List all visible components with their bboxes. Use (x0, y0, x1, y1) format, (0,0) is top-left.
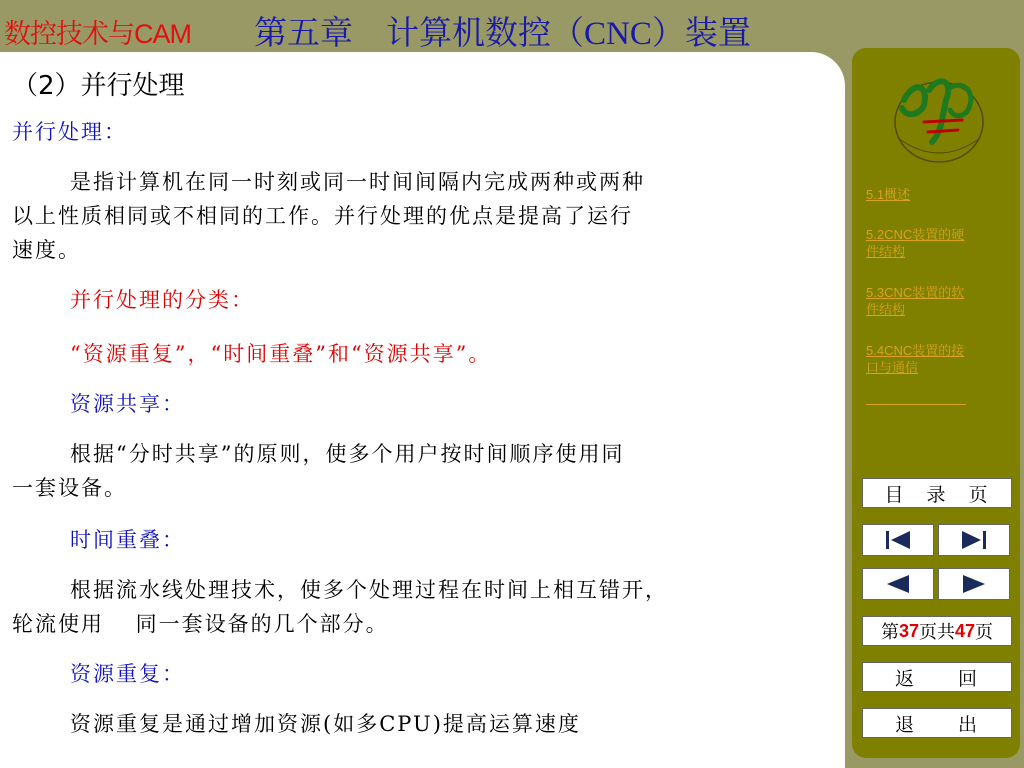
last-page-button[interactable] (938, 524, 1010, 556)
toc-page-button[interactable]: 目 录 页 (862, 478, 1012, 508)
text-line: 轮流使用 同一套设备的几个部分。 (12, 612, 389, 636)
prev-page-icon (883, 573, 913, 595)
page-total: 47 (955, 620, 976, 641)
text-line: 一套设备。 (12, 476, 127, 500)
text-line: 资源重复是通过增加资源(如多CPU)提高运算速度 (70, 712, 581, 736)
text-line: 资源共享： (70, 392, 185, 416)
chapter-title: 第五章 计算机数控（CNC）装置 (254, 16, 751, 52)
course-title: 数控技术与CAM (4, 19, 191, 49)
page-mid: 页共 (919, 622, 955, 643)
first-page-button[interactable] (862, 524, 934, 556)
page-current: 37 (898, 620, 919, 641)
toc-divider (866, 404, 966, 405)
text-line: 并行处理： (12, 120, 127, 144)
text-line: 根据“分时共享”的原则，使多个用户按时间顺序使用同 (70, 442, 625, 466)
toc-link-software[interactable]: 5.3CNC装置的软件结构 (866, 285, 965, 317)
page-indicator (862, 616, 1012, 646)
text-line: 以上性质相同或不相同的工作。并行处理的优点是提高了运行 (12, 204, 633, 228)
toc-link-overview[interactable]: 5.1概述 (866, 187, 911, 202)
text-line: 速度。 (12, 238, 81, 262)
page-prefix: 第 (880, 622, 899, 643)
text-line: “资源重复”，“时间重叠”和“资源共享”。 (70, 342, 492, 366)
next-page-icon (959, 573, 989, 595)
first-page-icon (883, 529, 913, 551)
text-line: 资源重复： (70, 662, 185, 686)
slide-content (0, 52, 845, 768)
prev-page-button[interactable] (862, 568, 934, 600)
text-line: 根据流水线处理技术，使多个处理过程在时间上相互错开， (70, 578, 668, 602)
page-suffix: 页 (975, 622, 994, 643)
text-line: 时间重叠： (70, 528, 185, 552)
university-logo (884, 60, 994, 170)
slide-header (0, 0, 1024, 52)
toc-link-interface[interactable]: 5.4CNC装置的接口与通信 (866, 343, 965, 375)
text-line: 是指计算机在同一时刻或同一时间间隔内完成两种或两种 (70, 170, 645, 194)
toc-link-hardware[interactable]: 5.2CNC装置的硬件结构 (866, 227, 965, 259)
section-title: （2）并行处理 (12, 71, 185, 101)
text-line: 并行处理的分类： (70, 288, 254, 312)
back-button[interactable]: 返 回 (862, 662, 1012, 692)
next-page-button[interactable] (938, 568, 1010, 600)
last-page-icon (959, 529, 989, 551)
exit-button[interactable]: 退 出 (862, 708, 1012, 738)
